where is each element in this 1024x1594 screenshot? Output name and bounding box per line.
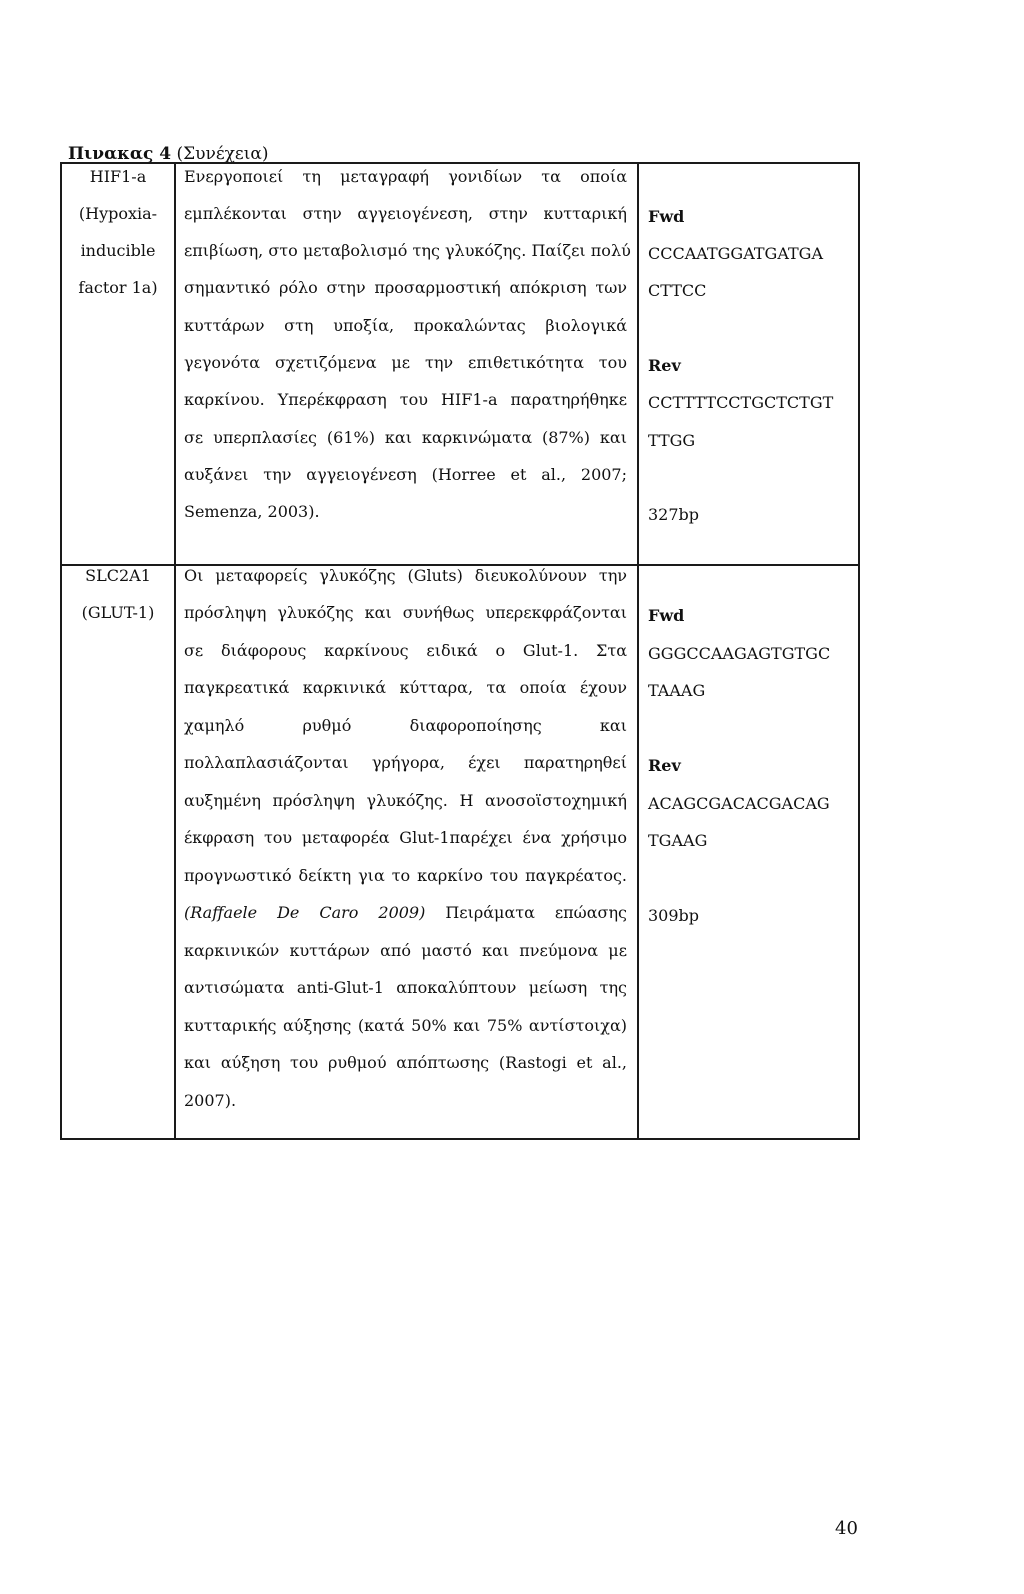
gene-name: HIF1-a: [89, 167, 147, 186]
description-line: έκφραση του μεταφορέα Glut-1παρέχει ένα χρήσιμο: [184, 828, 627, 847]
description-line: γεγονότα σχετιζόμενα με την επιθετικότητα του: [184, 353, 627, 372]
product-size: 327bp: [648, 505, 700, 524]
primer-direction: Fwd: [648, 606, 685, 625]
gene-name: factor 1a): [78, 278, 158, 297]
primer-sequence: GGGCCAAGAGTGTGC: [648, 644, 831, 663]
description-line: αυξημένη πρόσληψη γλυκόζης. Η ανοσοϊστοχημική: [184, 791, 627, 810]
description-line: πολλαπλασιάζονται γρήγορα, έχει παρατηρηθεί: [184, 753, 627, 772]
description-line: κυττάρων στη υποξία, προκαλώντας βιολογικά: [184, 316, 627, 335]
description-line: 2007).: [184, 1091, 237, 1110]
gene-name: inducible: [80, 241, 156, 260]
primer-sequence: CTTCC: [648, 281, 707, 300]
primer-direction: Rev: [648, 756, 681, 775]
description-line: αντισώματα anti-Glut-1 αποκαλύπτουν μείωση της: [184, 978, 627, 997]
description-line: αυξάνει την αγγειογένεση (Horree et al., 2007;: [184, 465, 627, 484]
primer-sequence: TTGG: [648, 431, 696, 450]
description-line: καρκίνου. Υπερέκφραση του HIF1-a παρατηρήθηκε: [184, 390, 627, 409]
description-line: σε διάφορους καρκίνους ειδικά ο Glut-1. Στα: [184, 641, 627, 660]
citation-inline: (Raffaele De Caro 2009): [184, 903, 426, 922]
product-size: 309bp: [648, 906, 700, 925]
table-caption-continued: (Συνέχεια): [171, 144, 269, 164]
gene-table: [60, 162, 860, 1140]
description-line: πρόσληψη γλυκόζης και συνήθως υπερεκφράζονται: [184, 603, 627, 622]
description-line: εμπλέκονται στην αγγειογένεση, στην κυτταρική: [184, 204, 627, 223]
description-line: χαμηλό ρυθμό διαφοροποίησης και: [184, 716, 627, 735]
primer-sequence: CCCAATGGATGATGA: [648, 244, 824, 263]
description-line: κυτταρικής αύξησης (κατά 50% και 75% αντίστοιχα): [184, 1016, 627, 1035]
description-line-citation: [184, 903, 627, 923]
description-line: παγκρεατικά καρκινικά κύτταρα, τα οποία έχουν: [184, 678, 627, 697]
description-line: επιβίωση, στο μεταβολισμό της γλυκόζης. Παίζει πολύ: [184, 241, 631, 260]
gene-name: (Hypoxia-: [78, 204, 158, 223]
description-line: προγνωστικό δείκτη για το καρκίνο του παγκρέατος.: [184, 866, 627, 885]
primer-sequence: CCTTTTCCTGCTCTGT: [648, 393, 834, 412]
gene-name: SLC2A1: [85, 566, 151, 585]
description-line: Οι μεταφορείς γλυκόζης (Gluts) διευκολύνουν την: [184, 566, 627, 585]
description-line: και αύξηση του ρυθμού απόπτωσης (Rastogi et al.,: [184, 1053, 627, 1072]
description-line: καρκινικών κυττάρων από μαστό και πνεύμονα με: [184, 941, 627, 960]
description-line: Semenza, 2003).: [184, 502, 320, 521]
gene-name: (GLUT-1): [81, 603, 155, 622]
primer-direction: Rev: [648, 356, 681, 375]
primer-sequence: TGAAG: [648, 831, 708, 850]
primer-sequence: ACAGCGACACGACAG: [648, 794, 830, 813]
primer-direction: Fwd: [648, 207, 685, 226]
column-divider: [174, 164, 176, 1138]
description-line: σε υπερπλασίες (61%) και καρκινώματα (87%) και: [184, 428, 627, 447]
page-number: 40: [835, 1518, 858, 1539]
primer-sequence: TAAAG: [648, 681, 706, 700]
description-line: Ενεργοποιεί τη μεταγραφή γονιδίων τα οποία: [184, 167, 627, 186]
description-line-rest: Πειράματα επώασης: [425, 903, 628, 922]
table-caption-label: Πινακας 4: [68, 144, 172, 164]
description-line: σημαντικό ρόλο στην προσαρμοστική απόκριση των: [184, 278, 627, 297]
